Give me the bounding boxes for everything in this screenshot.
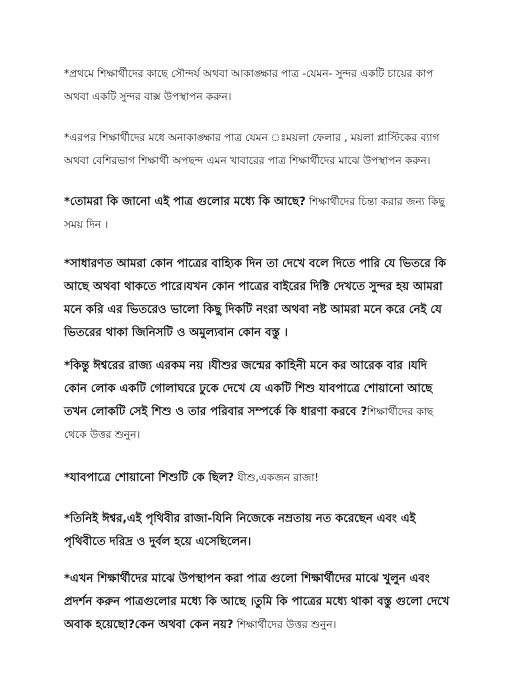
text-line [64,190,484,214]
text-line: থেকে উত্তর শুনুন। [64,429,141,441]
text-line: *তিনিই ঈশ্বর,এই পৃথিবীর রাজা-যিনি নিজেকে নম্রতায় নত করেছেন এবং এই [64,511,416,525]
text-line [64,613,484,637]
question-text: *যাবপাত্রে শোয়ানো শিশুটি কে ছিল? [64,470,235,484]
text-line: আছে অথবা থাকতে পারে।যখন কোন পাত্রের বাইরের দিক্টি দেখতে সুন্দর হয় আমরা [64,279,443,293]
text-line: অথবা বেশিরভাগ শিক্ষার্থী অপছন্দ এমন খাবারের পাত্র শিক্ষার্থীদের মাঝে উপস্থাপন করুন। [64,155,431,167]
paragraph-5-story [64,354,484,447]
instruction-text: শিক্ষার্থীদের উত্তর শুনুন। [233,619,337,631]
text-line [64,400,484,424]
text-line: ভিতরের থাকা জিনিসটি ও অমুল্যবান কোন বস্তু । [64,325,288,339]
text-line: *এরপর শিক্ষার্থীদের মধে অনাকাঙ্ক্ষার পাত্র যেমন ঃময়লা ফেলার , ময়লা প্লাস্টিকের ব্যাগ [64,132,440,144]
text-line: *সাধারণত আমরা কোন পাত্রের বাহ্যিক দিন তা দেখে বলে দিতে পারি যে ভিতরে কি [64,256,447,270]
text-line: প্রদর্শন করুন পাত্রগুলোর মধ্যে কি আছে ।তুমি কি পাত্রের মধ্যে থাকা বস্তু গুলো দেখে [64,594,450,608]
question-text: অবাক হয়েছো?কেন অথবা কেন নয়? [64,617,234,631]
paragraph-7-statement [64,507,484,553]
text-line: মনে করি এর ভিতরেও ভালো কিছু দিকটি নংরা অথবা নষ্ট আমরা মনে করে নেই যে [64,302,442,316]
paragraph-3-question [64,190,484,237]
paragraph-8-activity [64,567,484,637]
text-line: অথবা একটি সুন্দর বাক্স উপস্থাপন করুন। [64,91,232,103]
answer-text: যীশু,একজন রাজা! [234,472,319,484]
text-line: *এখন শিক্ষার্থীদের মাঝে উপস্থাপন করা পাত্র গুলো শিক্ষার্থীদের মাঝে খুলুন এবং [64,571,430,585]
instruction-text: শিক্ষার্থীদের কাছ [367,406,434,418]
paragraph-6-question [64,466,484,490]
paragraph-2-instruction [64,127,484,173]
question-text: *তোমরা কি জানো এই পাত্র গুলোর মধ্যে কি আছে? [64,194,306,208]
paragraph-4-explanation [64,252,484,344]
instruction-text: শিক্ষার্থীদের চিন্তা করার জন্য কিছু [305,196,445,208]
text-line: পৃথিবীতে দরিদ্র ও দুর্বল হয়ে এসেছিলেন। [64,534,252,548]
question-text: তখন লোকটি সেই শিশু ও তার পরিবার সম্পর্কে কি ধারণা করবে ? [64,404,368,418]
text-line: *প্রথমে শিক্ষার্থীদের কাছে সৌন্দর্য অথবা আকাঙ্ক্ষার পাত্র -যেমন- সুন্দর একটি চায়ের কাপ [64,68,434,80]
text-line: কোন লোক একটি গোলাঘরে ঢুকে দেখে যে একটি শিশু যাবপাত্রে শোয়ানো আছে [64,381,433,395]
text-line: সময় দিন । [64,219,109,231]
text-line: *কিন্তু ঈশ্বরের রাজ্য এরকম নয় ।যীশুর জন্মের কাহিনী মনে কর আরেক বার ।যদি [64,358,427,372]
text-line [64,466,484,490]
paragraph-1-instruction [64,63,484,109]
